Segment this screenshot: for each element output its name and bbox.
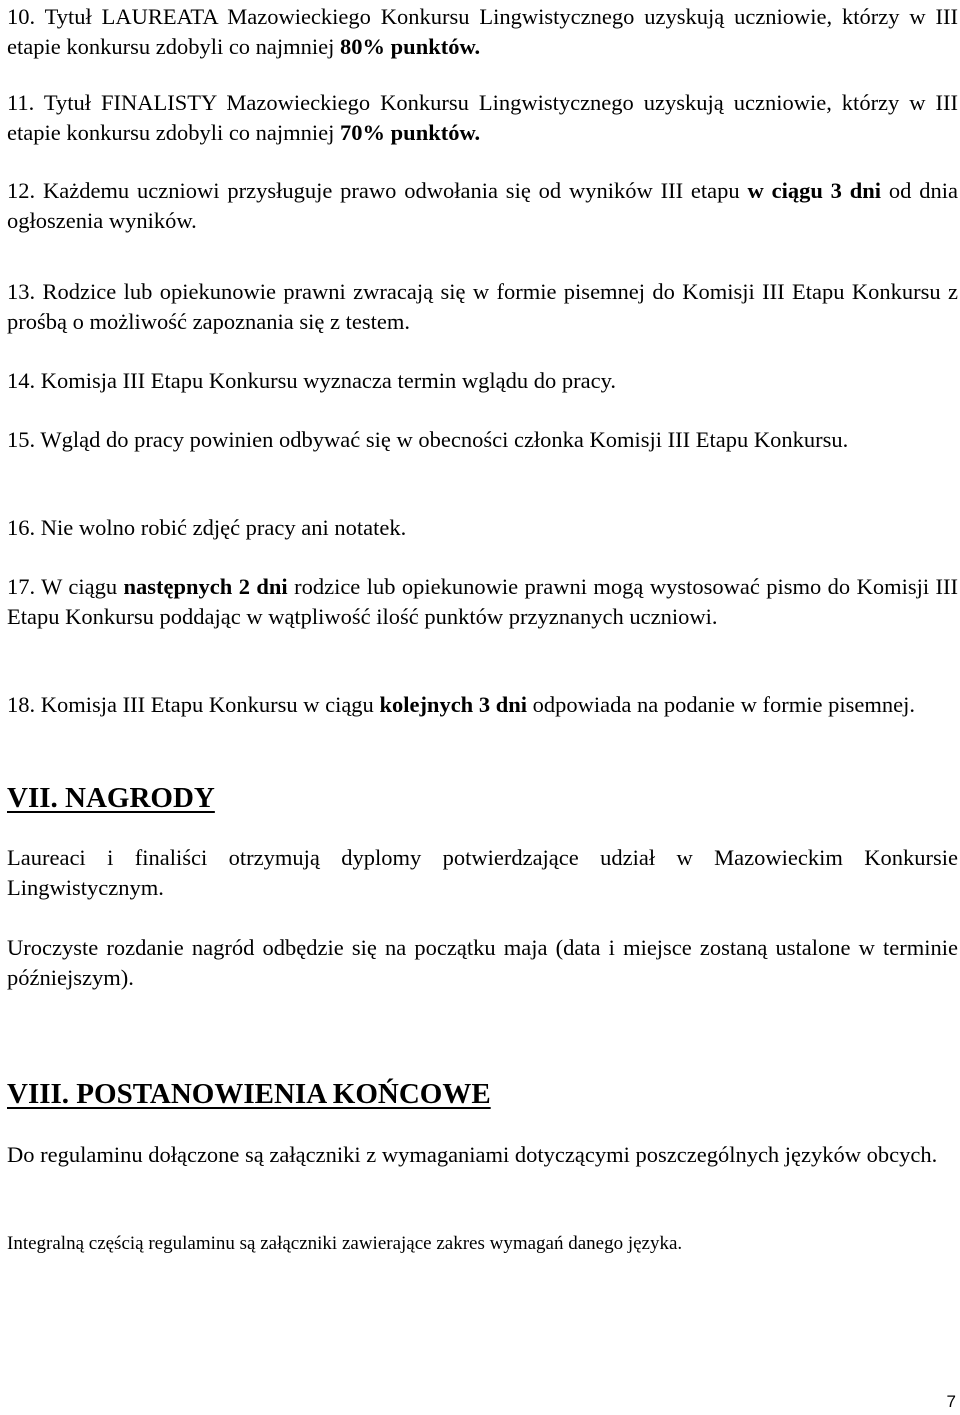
paragraph-18-bold: kolejnych 3 dni: [379, 692, 527, 717]
paragraph-15-text: 15. Wgląd do pracy powinien odbywać się w obecności członka Komisji III Etapu Konkursu.: [7, 427, 849, 452]
section-7-paragraph-1-text: Laureaci i finaliści otrzymują dyplomy potwierdzające udział w Mazowieckim Konkursie Lingwistycznym.: [7, 845, 958, 900]
section-7-heading: VII. NAGRODY: [7, 782, 215, 814]
section-8-paragraph-1-text: Do regulaminu dołączone są załączniki z wymaganiami dotyczącymi poszczególnych języków obcych.: [7, 1142, 938, 1167]
section-8-paragraph-1: [7, 1140, 958, 1170]
paragraph-17-text-before: 17. W ciągu: [7, 574, 124, 599]
paragraph-13-text: 13. Rodzice lub opiekunowie prawni zwracają się w formie pisemnej do Komisji III Etapu Konkursu z prośbą o możliwość zapoznania się z testem.: [7, 279, 958, 334]
paragraph-11-bold: 70% punktów.: [340, 120, 481, 145]
section-8-heading: VIII. POSTANOWIENIA KOŃCOWE: [7, 1078, 491, 1110]
section-7-paragraph-2-text: Uroczyste rozdanie nagród odbędzie się na początku maja (data i miejsce zostaną ustalone w terminie późniejszym).: [7, 935, 958, 990]
paragraph-12-text-before: 12. Każdemu uczniowi przysługuje prawo odwołania się od wyników III etapu: [7, 178, 748, 203]
paragraph-13: [7, 277, 958, 337]
paragraph-12-bold: w ciągu 3 dni: [747, 178, 882, 203]
paragraph-12: [7, 176, 958, 236]
paragraph-18: [7, 690, 958, 720]
paragraph-16: [7, 513, 958, 543]
paragraph-17: [7, 572, 958, 632]
section-8-paragraph-2: [7, 1232, 958, 1256]
paragraph-14: [7, 366, 958, 396]
paragraph-16-text: 16. Nie wolno robić zdjęć pracy ani notatek.: [7, 515, 407, 540]
page-number: 7: [946, 1392, 956, 1411]
paragraph-17-text-after: rodzice lub opiekunowie prawni mogą wystosować pismo do Komisji III Etapu Konkursu poddając w wątpliwość ilość punktów przyznanych uczniowi.: [7, 574, 958, 629]
section-7-paragraph-2: [7, 933, 958, 993]
paragraph-15: [7, 425, 958, 455]
paragraph-11: [7, 88, 958, 148]
section-8-paragraph-2-text: Integralną częścią regulaminu są załączniki zawierające zakres wymagań danego języka.: [7, 1233, 683, 1254]
section-7-paragraph-1: [7, 843, 958, 903]
paragraph-10-bold: 80% punktów.: [340, 34, 481, 59]
paragraph-10: [7, 2, 958, 62]
paragraph-18-text-before: 18. Komisja III Etapu Konkursu w ciągu: [7, 692, 380, 717]
paragraph-11-text: 11. Tytuł FINALISTY Mazowieckiego Konkursu Lingwistycznego uzyskują uczniowie, którzy w III etapie konkursu zdobyli co najmniej: [7, 90, 958, 145]
paragraph-14-text: 14. Komisja III Etapu Konkursu wyznacza termin wglądu do pracy.: [7, 368, 616, 393]
paragraph-18-text-after: odpowiada na podanie w formie pisemnej.: [526, 692, 915, 717]
paragraph-12-text-after: od dnia ogłoszenia wyników.: [7, 178, 958, 233]
paragraph-10-text: 10. Tytuł LAUREATA Mazowieckiego Konkursu Lingwistycznego uzyskują uczniowie, którzy w III etapie konkursu zdobyli co najmniej: [7, 4, 958, 59]
paragraph-17-bold: następnych 2 dni: [123, 574, 288, 599]
